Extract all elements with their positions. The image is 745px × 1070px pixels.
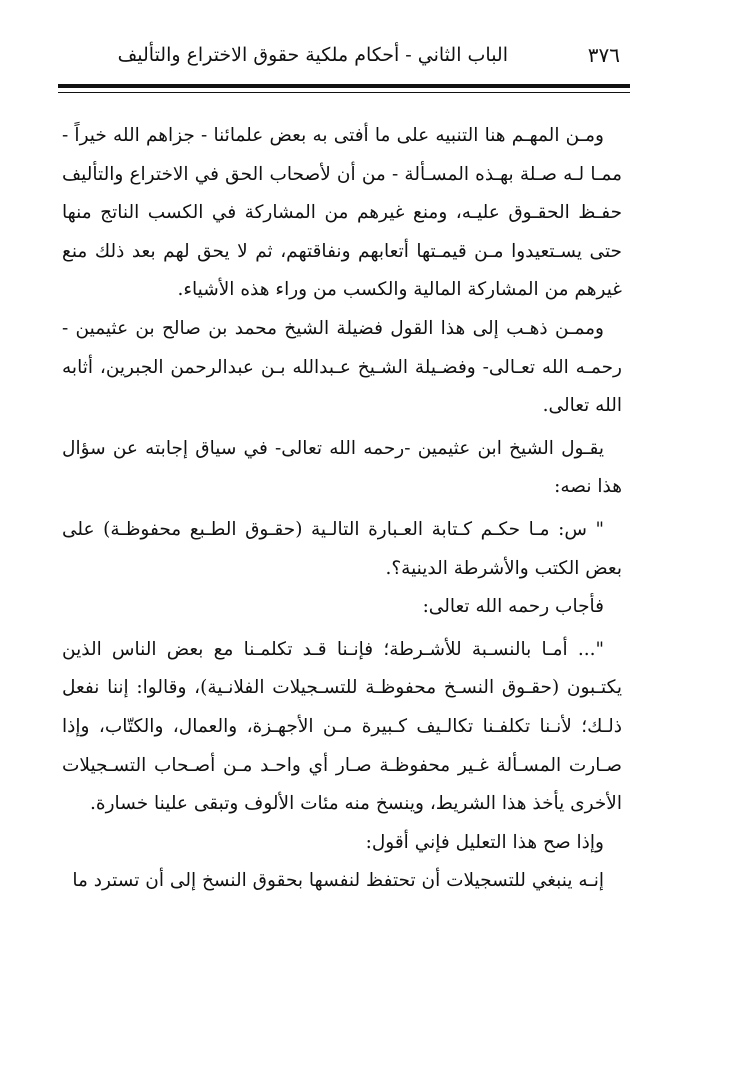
paragraph-1: ومـن المهـم هنا التنبيه على ما أفتى به بعض علمائنا - جزاهم الله خيراً - ممـا لـه صـلة بهـذه المسـألة - من أن لأصحاب الحق في الاختراع والتأليف حفـظ الحقـوق عليـه، ومنع غيرهم من المشاركة في الكسب الناتج منها حتى يسـتعيدوا مـن قيمـتها أتعابهم ونفاقتهم، ثم لا يحق لهم بعد ذلك منع غيرهم من المشاركة المالية والكسب من وراء هذه الأشياء. <box>62 125 622 301</box>
paragraph-2: وممـن ذهـب إلى هذا القول فضيلة الشيخ محمد بن صالح بن عثيمين - رحمـه الله تعـالى- وفضـيلة الشـيخ عـبدالله بـن عبدالرحمن الجبرين، أثابه الله تعالى. <box>62 317 622 417</box>
paragraph-8: إنـه ينبغي للتسجيلات أن تحتفظ لنفسها بحقوق النسخ إلى أن تسترد ما <box>72 870 604 892</box>
paragraph-7: وإذا صح هذا التعليل فإني أقول: <box>365 831 604 853</box>
body-text <box>62 117 622 901</box>
running-title: الباب الثاني - أحكام ملكية حقوق الاختراع والتأليف <box>117 44 508 66</box>
paragraph-3: يقـول الشيخ ابن عثيمين -رحمه الله تعالى- في سياق إجابته عن سؤال هذا نصه: <box>62 437 622 498</box>
paragraph-5: فأجاب رحمه الله تعالى: <box>422 596 604 618</box>
page-number: ٣٧٦ <box>587 43 620 67</box>
header-rule-thick <box>58 84 630 88</box>
paragraph-4: " س: مـا حكـم كـتابة العـبارة التالـية (حقـوق الطـبع محفوظـة) على بعض الكتب والأشرطة الدينية؟. <box>62 518 622 579</box>
page-header <box>58 40 620 80</box>
header-rule-thin <box>58 92 630 93</box>
paragraph-6: "... أمـا بالنسـبة للأشـرطة؛ فإنـنا قـد تكلمـنا مع بعض الناس الذين يكتـبون (حقـوق النسـخ محفوظـة للتسـجيلات الفلانـية)، وقالوا: إننا نفعل ذلـك؛ لأنـنا تكلفـنا تكالـيف كـبيرة مـن الأجهـزة، والعمال، والكتّاب، وإذا صـارت المسـألة غـير محفوظـة صـار أي واحـد مـن أصـحاب التسـجيلات الأخرى يأخذ هذا الشريط، وينسخ منه مئات الألوف وتبقى علينا خسارة. <box>62 638 622 815</box>
